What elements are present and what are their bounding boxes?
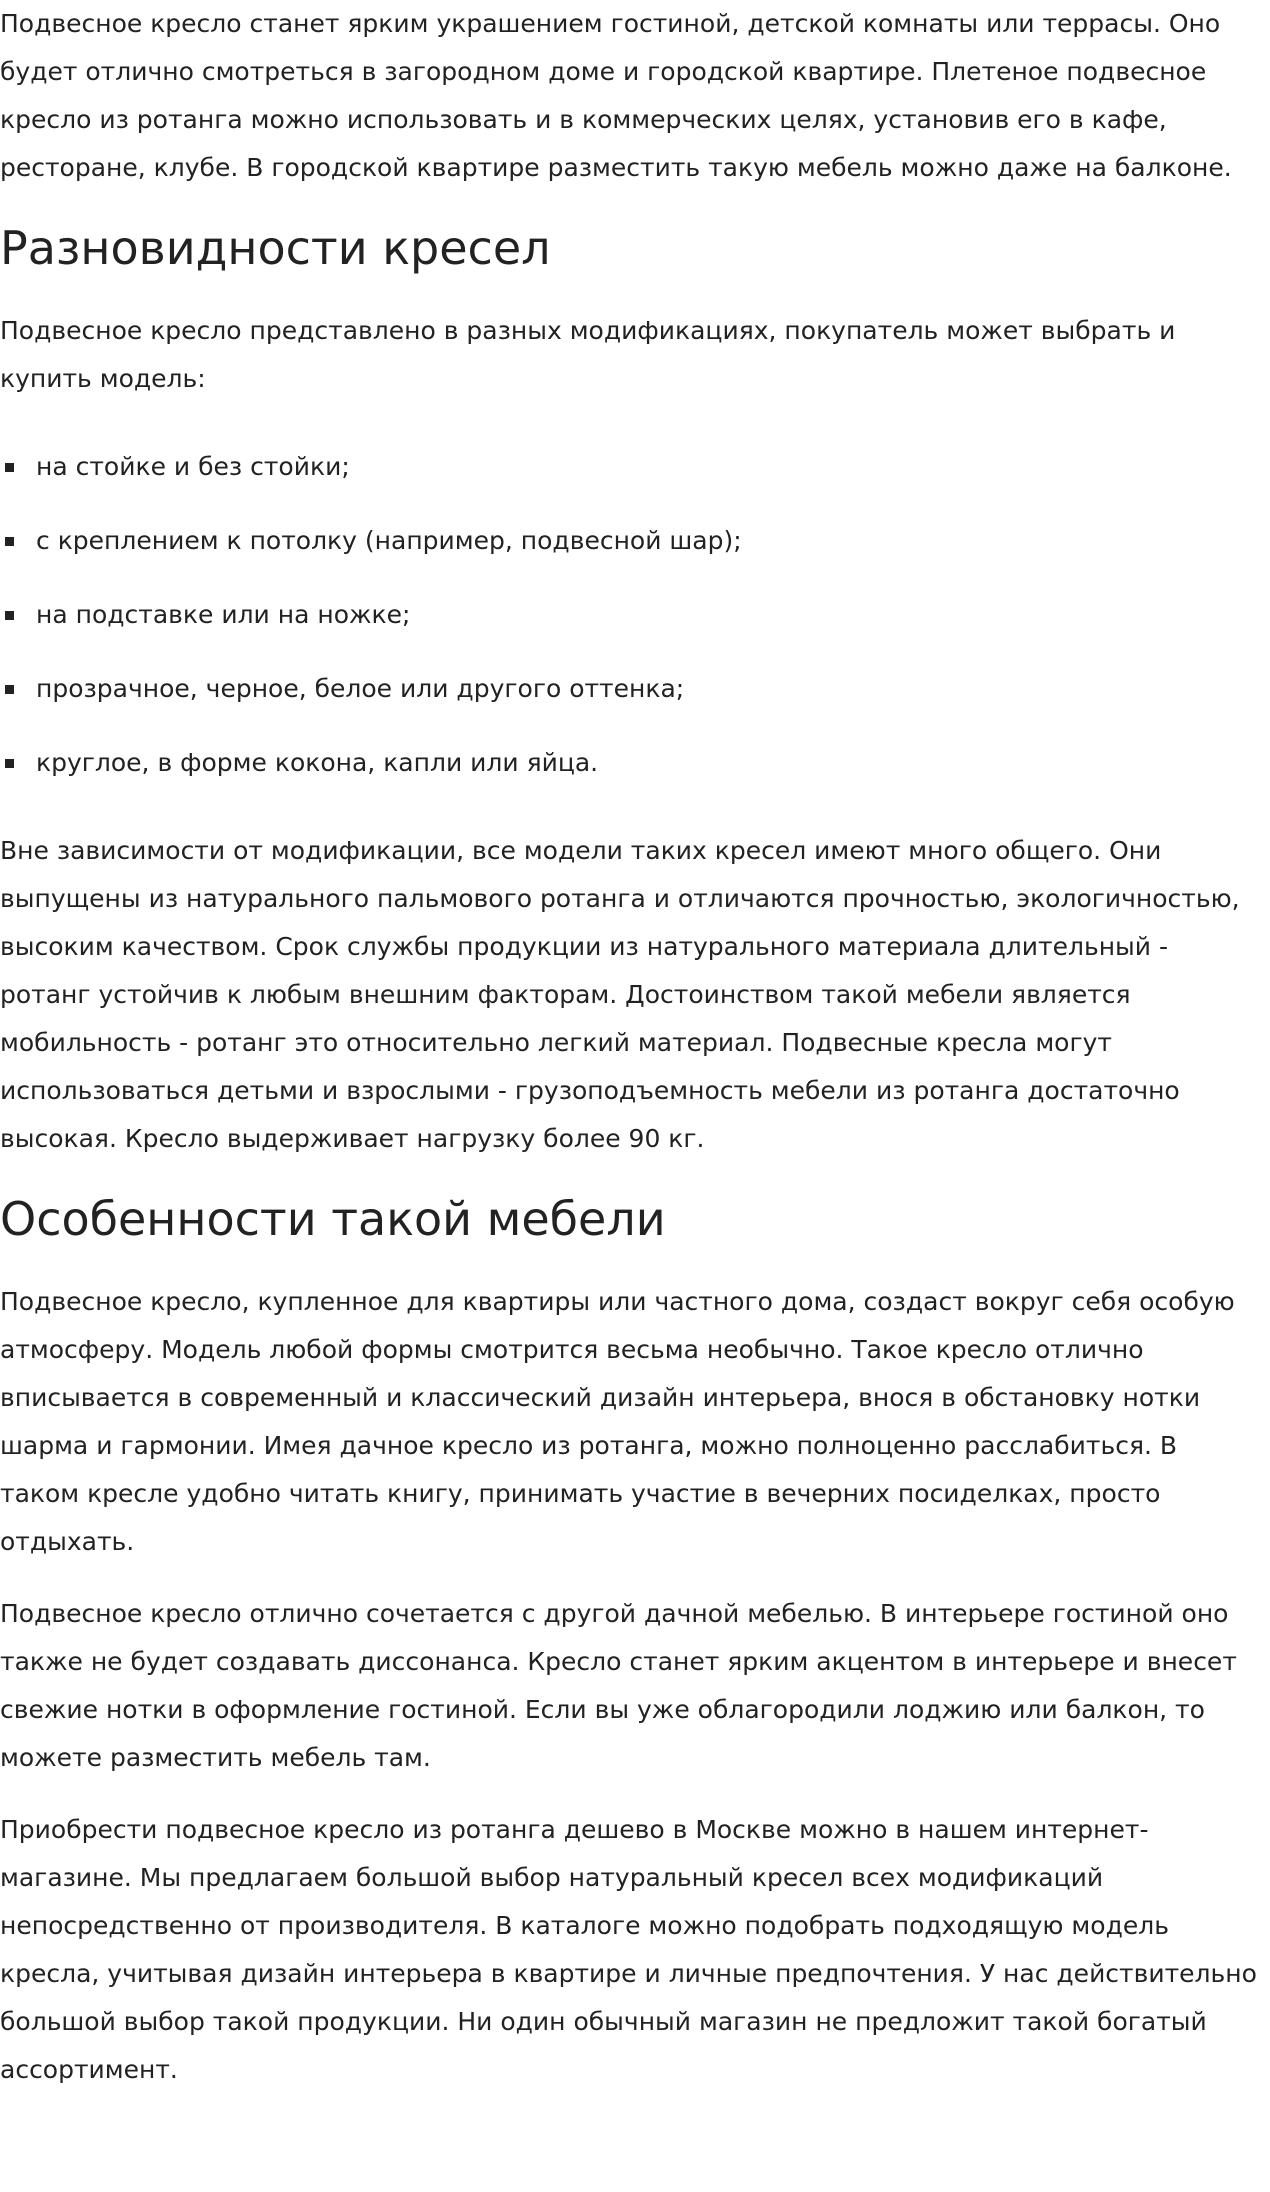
varieties-lead-paragraph: Подвесное кресло представлено в разных модификациях, покупатель может выбрать и купить модель:	[0, 316, 1176, 393]
square-bullet-icon	[5, 759, 14, 768]
intro-paragraph: Подвесное кресло станет ярким украшением гостиной, детской комнаты или террасы. Оно будет отлично смотреться в загородном доме и городской квартире. Плетеное подвесное кресло из ротанга можно использовать и в коммерческих целях, установив его в кафе, ресторане, клубе. В городской квартире разместить такую мебель можно даже на балконе.	[0, 9, 1232, 182]
features-paragraph-1: Подвесное кресло, купленное для квартиры или частного дома, создаст вокруг себя особую атмосферу. Модель любой формы смотрится весьма необычно. Такое кресло отлично вписывается в современный и классический дизайн интерьера, внося в обстановку нотки шарма и гармонии. Имея дачное кресло из ротанга, можно полноценно расслабиться. В таком кресле удобно читать книгу, принимать участие в вечерних посиделках, просто отдыхать.	[0, 1287, 1235, 1556]
section-title-varieties: Разновидности кресел	[0, 221, 551, 275]
list-item	[0, 517, 1262, 565]
list-item-text: на стойке и без стойки;	[36, 452, 350, 481]
features-paragraph-2: Подвесное кресло отлично сочетается с другой дачной мебелью. В интерьере гостиной оно также не будет создавать диссонанса. Кресло станет ярким акцентом в интерьере и внесет свежие нотки в оформление гостиной. Если вы уже облагородили лоджию или балкон, то можете разместить мебель там.	[0, 1599, 1237, 1772]
list-item	[0, 739, 1262, 787]
list-item	[0, 443, 1262, 491]
list-item-text: на подставке или на ножке;	[36, 600, 411, 629]
features-paragraph-3: Приобрести подвесное кресло из ротанга дешево в Москве можно в нашем интернет-магазине. Мы предлагаем большой выбор натуральный кресел всех модификаций непосредственно от производителя. В каталоге можно подобрать подходящую модель кресла, учитывая дизайн интерьера в квартире и личные предпочтения. У нас действительно большой выбор такой продукции. Ни один обычный магазин не предложит такой богатый ассортимент.	[0, 1815, 1257, 2084]
list-item	[0, 665, 1262, 713]
square-bullet-icon	[5, 537, 14, 546]
varieties-body-paragraph: Вне зависимости от модификации, все модели таких кресел имеют много общего. Они выпущены из натурального пальмового ротанга и отличаются прочностью, экологичностью, высоким качеством. Срок службы продукции из натурального материала длительный - ротанг устойчив к любым внешним факторам. Достоинством такой мебели является мобильность - ротанг это относительно легкий материал. Подвесные кресла могут использоваться детьми и взрослыми - грузоподъемность мебели из ротанга достаточно высокая. Кресло выдерживает нагрузку более 90 кг.	[0, 836, 1240, 1153]
square-bullet-icon	[5, 611, 14, 620]
list-item-text: с креплением к потолку (например, подвесной шар);	[36, 526, 742, 555]
list-item-text: прозрачное, черное, белое или другого оттенка;	[36, 674, 685, 703]
list-item-text: круглое, в форме кокона, капли или яйца.	[36, 748, 599, 777]
section-title-features: Особенности такой мебели	[0, 1192, 666, 1246]
list-item	[0, 591, 1262, 639]
square-bullet-icon	[5, 685, 14, 694]
square-bullet-icon	[5, 463, 14, 472]
varieties-list	[0, 443, 1262, 787]
